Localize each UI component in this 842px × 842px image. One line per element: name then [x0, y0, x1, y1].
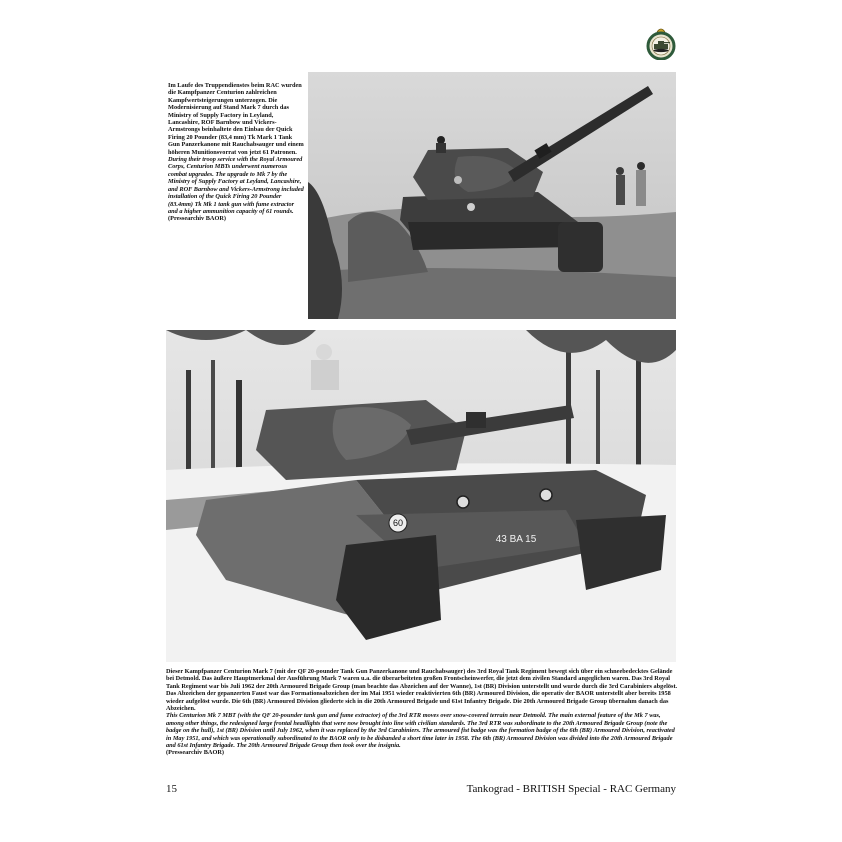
top-photo-tank-on-hill — [308, 72, 676, 319]
regimental-badge-icon — [646, 26, 676, 60]
hull-registration: 43 BA 15 — [495, 534, 537, 545]
hull-number: 60 — [392, 518, 404, 528]
photo-credit: (Pressearchiv BAOR) — [168, 215, 227, 223]
top-photo-caption — [168, 82, 304, 223]
page-number: 15 — [166, 783, 177, 795]
caption-english: This Centurion Mk 7 MBT (with the QF 20-pounder tank gun and fume extractor) of the 3rd RTR moves over snow-covered terrain near Detmold. The main external feature of the Mk 7 was, among other things, the redesigned large frontal headlights that were now brought into line with civilian standards. The 3rd RTR was subordinate to the 20th Armoured Brigade Group (note the badge on the hull), 1st (BR) Division until July 1962, when it was replaced by the 3rd Carabiniers. The armoured fist badge was the formation badge of the 6th (BR) Armoured Division, reactivated in May 1951, and which was operationally subordinated to the BAOR only to be disbanded a short time later in 1958. The 6th (BR) Armoured Division was divided into the 20th Armoured Brigade and 61st Infantry Brigade. The 20th Armoured Brigade Group then took over the insignia. — [166, 712, 675, 750]
photo-credit: (Pressearchiv BAOR) — [166, 749, 225, 757]
caption-english: During their troop service with the Royal Armoured Corps, Centurion MBTs underwent numerous combat upgrades. The upgrade to Mk 7 by the Ministry of Supply Factory at Leyland, Lancashire, and ROF Barnbow and Vickers-Armstrong included installation of the Quick Firing 20 Pounder (83.4mm) Tk Mk 1 tank gun with fume extractor and a higher ammunition capacity of 61 rounds. — [168, 156, 304, 215]
caption-german: Dieser Kampfpanzer Centurion Mark 7 (mit der QF 20-pounder Tank Gun Panzerkanone und Rauchabsauger) des 3rd Royal Tank Regiment bewegt sich über ein schneebedecktes Gelände bei Detmold. Das äußere Hauptmerkmal der Ausführung Mark 7 waren u.a. die überarbeiteten großen Frontscheinwerfer, die jetzt dem zivilen Standard angeglichen waren. Das 3rd Royal Tank Regiment war bis Juli 1962 der 20th Armoured Brigade Group (man beachte das Abzeichen auf der Wanne), 1st (BR) Division unterstellt und wurde durch die 3rd Carabiniers abgelöst. Das Abzeichen der gepanzerten Faust war das Formationsabzeichen der im Mai 1951 wieder reaktivierten 6th (BR) Armoured Division, die operativ der BAOR unterstellt aber bereits 1958 wieder aufgelöst wurde. Die 6th (BR) Armoured Division gliederte sich in die 20th Armoured Brigade und 61st Infantry Brigade. Die 20th Armoured Brigade Group übernahm danach das Abzeichen. — [166, 668, 678, 713]
bottom-photo-caption — [166, 668, 678, 757]
bottom-photo-tank-in-snow — [166, 330, 676, 662]
running-title: Tankograd - BRITISH Special - RAC Germany — [466, 783, 676, 795]
caption-german: Im Laufe des Truppendienstes beim RAC wurden die Kampfpanzer Centurion zahlreichen Kampfwertsteigerungen unterzogen. Die Modernisierung auf Stand Mark 7 durch das Ministry of Supply Factory in Leyland, Lancashire, ROF Barnbow und Vickers-Armstrongs beinhaltete den Einbau der Quick Firing 20 Pounder (83,4 mm) Tk Mark 1 Tank Gun Panzerkanone mit Rauchabsauger und einem höheren Munitionsvorrat von jetzt 61 Patronen. — [168, 82, 304, 156]
